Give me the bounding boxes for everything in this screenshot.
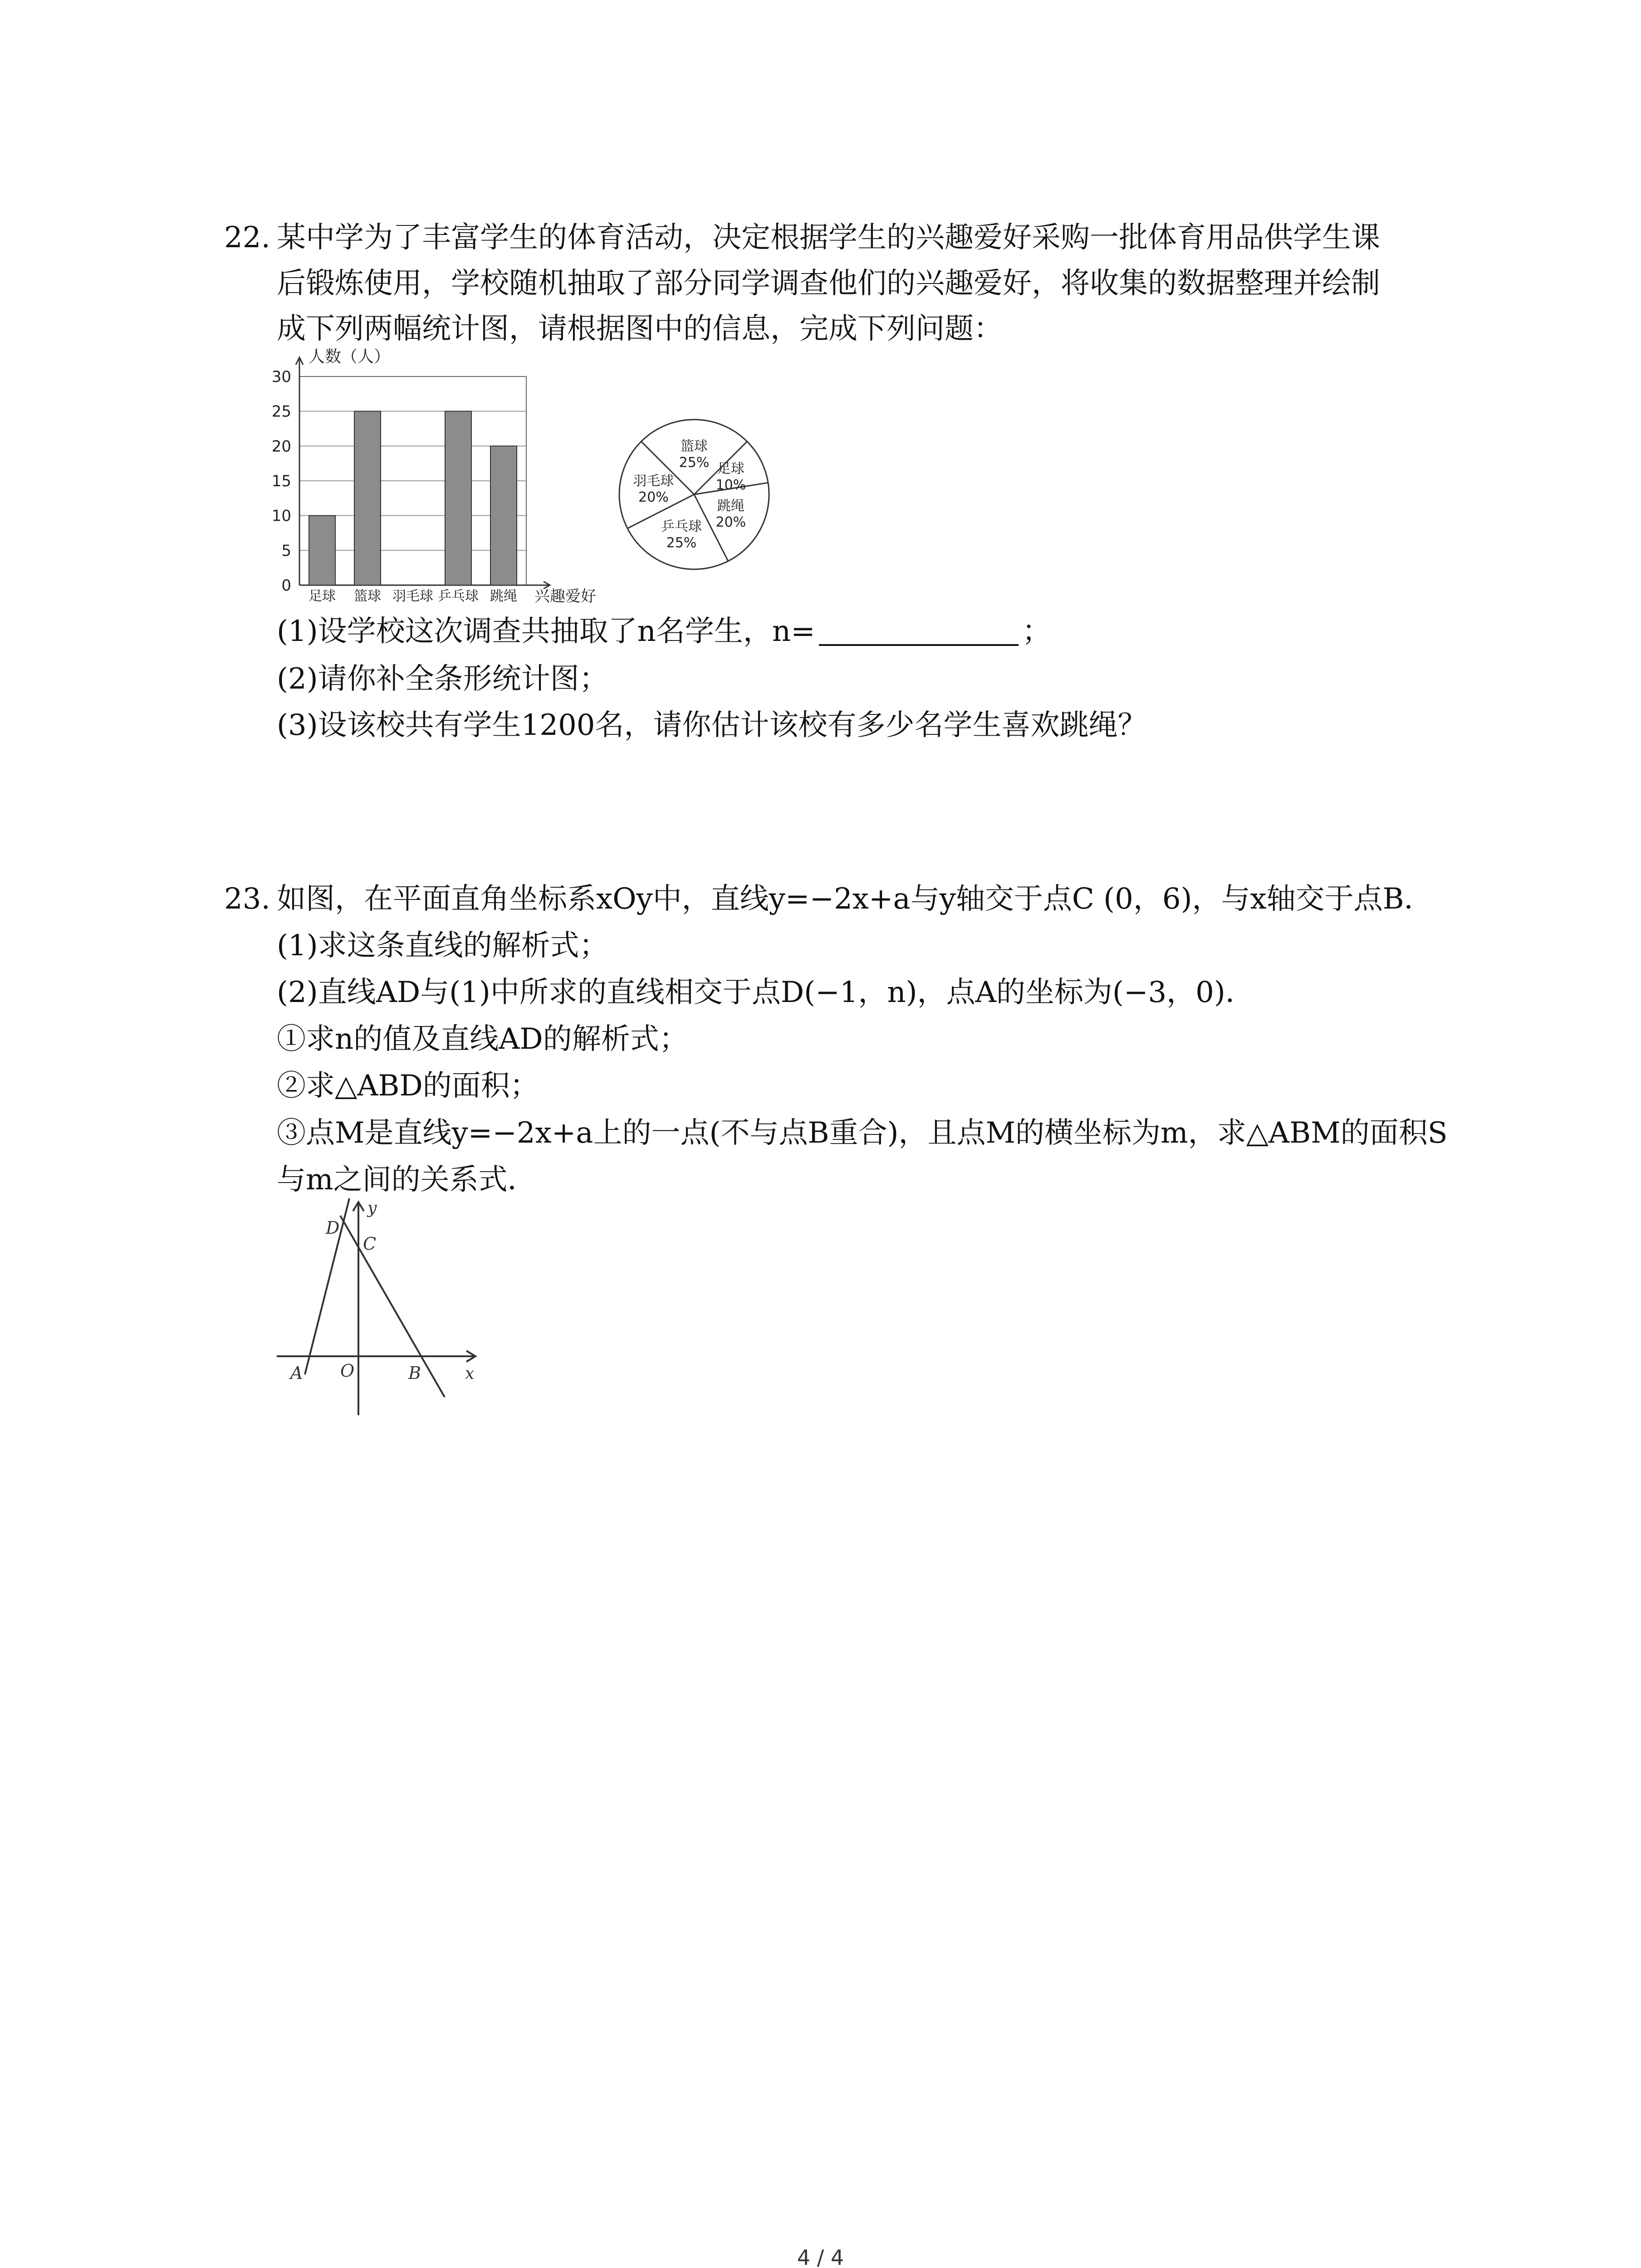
bar-y-tick-label: 5	[281, 542, 291, 560]
q23-line-1: 如图，在平面直角坐标系xOy中，直线y=−2x+a与y轴交于点C (0，6)，与x轴交于点B．	[277, 882, 1433, 916]
q22-sub1-text: (1)设学校这次调查共抽取了n名学生，n=	[277, 615, 815, 648]
pie-slice-percent: 25%	[666, 535, 697, 551]
page-number: 4 / 4	[797, 2245, 844, 2268]
pie-slice-percent: 20%	[715, 514, 746, 531]
q22-sub3: (3)设该校共有学生1200名，请你估计该校有多少名学生喜欢跳绳？	[277, 709, 1147, 742]
q23-line-7: 与m之间的关系式．	[277, 1163, 537, 1197]
q22-number: 22.	[224, 221, 270, 254]
label-d: D	[326, 1218, 340, 1238]
pie-slice-name: 足球	[717, 460, 745, 477]
bar-x-axis-label: 兴趣爱好	[534, 587, 596, 606]
answer-blank[interactable]	[819, 618, 1019, 646]
bar-chart	[254, 345, 596, 608]
line-dcb	[340, 1216, 445, 1397]
bar-y-tick-label: 30	[271, 368, 291, 386]
q22-line-3: 成下列两幅统计图，请根据图中的信息，完成下列问题：	[277, 312, 1003, 346]
label-y: y	[367, 1199, 377, 1217]
bar-category-label: 羽毛球	[392, 588, 433, 604]
pie-slice-percent: 10%	[715, 477, 746, 493]
bar-y-tick-label: 15	[271, 472, 291, 490]
q22-sub1	[277, 617, 1051, 646]
bar-category-label: 篮球	[354, 588, 381, 604]
bar	[309, 516, 335, 585]
bar-category-label: 跳绳	[490, 588, 517, 604]
q23-line-3: (2)直线AD与(1)中所求的直线相交于点D(−1，n)，点A的坐标为(−3，0)．	[277, 976, 1254, 1009]
q22-line-2: 后锻炼使用，学校随机抽取了部分同学调查他们的兴趣爱好，将收集的数据整理并绘制	[277, 267, 1380, 300]
q22-sub2: (2)请你补全条形统计图；	[277, 662, 608, 696]
label-o: O	[340, 1361, 355, 1381]
bar-y-tick-label: 10	[271, 507, 291, 525]
pie-slice-name: 羽毛球	[633, 473, 674, 489]
q22-line-1: 某中学为了丰富学生的体育活动，决定根据学生的兴趣爱好采购一批体育用品供学生课	[277, 221, 1380, 254]
pie-chart	[590, 399, 798, 581]
bar	[445, 411, 471, 585]
bar-y-tick-label: 25	[271, 402, 291, 421]
coordinate-figure	[272, 1193, 481, 1420]
q22-sub1-end: ；	[1022, 615, 1051, 648]
pie-slice-name: 篮球	[681, 438, 708, 455]
bar	[490, 446, 517, 585]
label-b: B	[408, 1363, 421, 1383]
label-x: x	[465, 1364, 475, 1383]
bar	[354, 411, 381, 585]
pie-slice-name: 乒乓球	[661, 518, 702, 535]
label-c: C	[363, 1234, 377, 1254]
pie-slice-percent: 20%	[638, 489, 669, 505]
label-a: A	[290, 1363, 303, 1383]
bar-y-tick-label: 0	[281, 577, 291, 595]
q23-line-2: (1)求这条直线的解析式；	[277, 929, 608, 963]
pie-slice-name: 跳绳	[717, 498, 745, 514]
q23-line-6: ③点M是直线y=−2x+a上的一点(不与点B重合)，且点M的横坐标为m，求△ABM的面积S	[277, 1116, 1448, 1150]
q23-number: 23.	[224, 882, 270, 916]
q23-line-5: ②求△ABD的面积；	[277, 1069, 539, 1103]
bar-y-tick-label: 20	[271, 437, 291, 456]
q23-line-4: ①求n的值及直线AD的解析式；	[277, 1022, 688, 1056]
pie-slice-percent: 25%	[679, 455, 710, 471]
bar-category-label: 乒乓球	[438, 588, 479, 604]
bar-category-label: 足球	[309, 588, 336, 604]
bar-y-axis-label: 人数（人）	[309, 347, 391, 366]
